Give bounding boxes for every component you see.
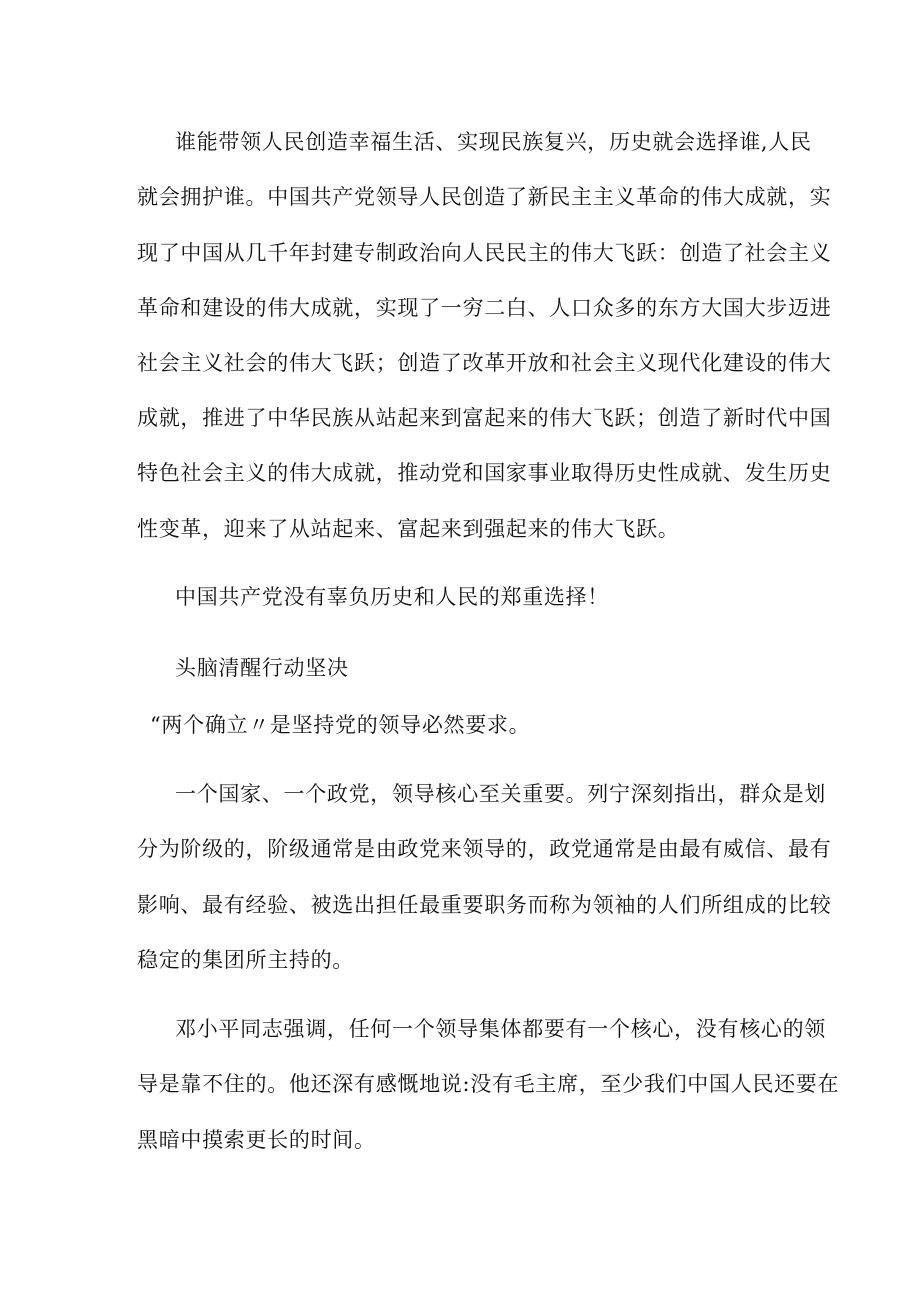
text-line: 就会拥护谁。中国共产党领导人民创造了新民主主义革命的伟大成就，实 xyxy=(137,185,832,209)
text-line: 分为阶级的，阶级通常是由政党来领导的，政党通常是由最有威信、最有 xyxy=(137,837,832,861)
text-line: 稳定的集团所主持的。 xyxy=(137,948,354,972)
text-line: 社会主义社会的伟大飞跃；创造了改革开放和社会主义现代化建设的伟大 xyxy=(137,351,832,375)
text-line: 现了中国从几千年封建专制政治向人民民主的伟大飞跃：创造了社会主义 xyxy=(137,241,832,265)
section-heading: 头脑清醒行动坚决 xyxy=(175,656,349,680)
text-line: 性变革，迎来了从站起来、富起来到强起来的伟大飞跃。 xyxy=(137,517,680,541)
text-line: 革命和建设的伟大成就，实现了一穷二白、人口众多的东方大国大步迈进 xyxy=(137,296,832,320)
paragraph-2: 中国共产党没有辜负历史和人民的郑重选择！ xyxy=(175,585,609,609)
text-line: 邓小平同志强调，任何一个领导集体都要有一个核心，没有核心的领 xyxy=(175,1017,826,1041)
text-line: 黑暗中摸索更长的时间。 xyxy=(137,1128,376,1152)
text-line: 影响、最有经验、被选出担任最重要职务而称为领袖的人们所组成的比较 xyxy=(137,893,832,917)
text-line: 特色社会主义的伟大成就，推动党和国家事业取得历史性成就、发生历史 xyxy=(137,461,832,485)
text-line: 谁能带领人民创造幸福生活、实现民族复兴，历史就会选择谁,人民 xyxy=(175,130,812,154)
text-line: 一个国家、一个政党，领导核心至关重要。列宁深刻指出，群众是划 xyxy=(175,782,826,806)
text-line: 导是靠不住的。他还深有感慨地说:没有毛主席，至少我们中国人民还要在 xyxy=(137,1072,840,1096)
paragraph-quote: “两个确立〃是坚持党的领导必然要求。 xyxy=(150,713,531,737)
text-line: 成就，推进了中华民族从站起来到富起来的伟大飞跃；创造了新时代中国 xyxy=(137,406,832,430)
